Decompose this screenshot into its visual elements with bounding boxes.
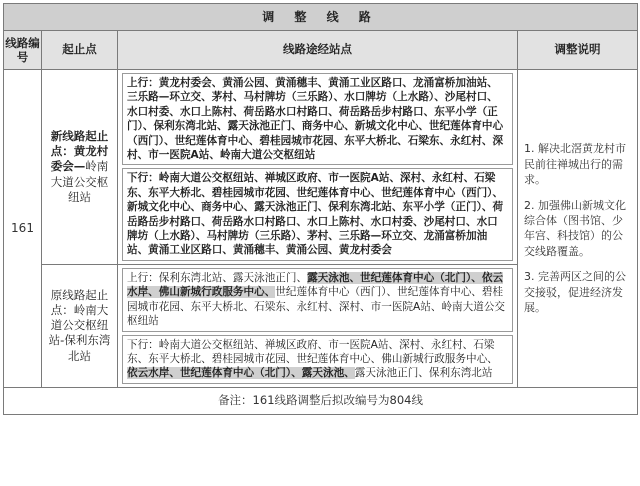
header-notes: 调整说明 [518, 31, 638, 70]
note-item: 2. 加强佛山新城文化综合体（图书馆、少年宫、科技馆）的公交线路覆盖。 [524, 198, 626, 258]
new-line-start-end [42, 70, 118, 265]
route-down-stops: 岭南大道公交枢纽站、禅城区政府、市一医院A站、深村、永红村、石梁东、东平大桥北、碧桂园城市花园、世纪莲体育中心、世纪莲体育中心（西门）、新城文化中心、商务中心、露天泳池正门、保利东湾北站、东平小学（正门）、荷岳路岳步村路口、荷岳路水口村路口、水口上陈村、水口村委、沙尾村口、水口牌坊（上水路）、马村牌坊（三乐路）、茅村、三乐路—环立交、龙涌富桥加油站、黄涌工业区路口、黄涌穗丰、黄涌公园、黄龙村委会 [127, 172, 504, 257]
note-item: 1. 解决北滘黄龙村市民前往禅城出行的需求。 [524, 142, 626, 187]
old-line-ends: 岭南大道公交枢纽站-保利东湾北站 [48, 302, 111, 363]
header-start-end: 起止点 [42, 31, 118, 70]
old-line-route-cell [118, 264, 518, 387]
route-up-stops: 黄龙村委会、黄涌公园、黄涌穗丰、黄涌工业区路口、龙涌富桥加油站、三乐路—环立交、茅村、马村牌坊（三乐路）、水口牌坊（上水路）、沙尾村口、水口村委、水口上陈村、荷岳路水口村路口、荷岳路岳步村路口、东平小学（正门）、保利东湾北站、露天泳池正门、商务中心、新城文化中心、世纪莲体育中心（西门）、世纪莲体育中心、碧桂园城市花园、东平大桥北、石梁东、永红村、深村、市一医院A站、岭南大道公交枢纽站 [127, 77, 504, 162]
old-line-label: 原线路起止点： [50, 287, 109, 317]
header-row [4, 31, 638, 70]
footer-note: 备注：161线路调整后拟改编号为804线 [4, 387, 638, 414]
header-route: 线路途经站点 [118, 31, 518, 70]
new-line-ends-bold: 黄龙村委会— [50, 144, 109, 174]
header-line-no: 线路编号 [4, 31, 42, 70]
old-line-up-route [122, 268, 513, 332]
new-line-row [4, 70, 638, 265]
old-line-start-end [42, 264, 118, 387]
title-row [4, 4, 638, 31]
route-up-label: 上行： [127, 271, 159, 284]
footer-row [4, 387, 638, 414]
table-title: 调 整 线 路 [4, 4, 638, 31]
route-down-highlighted-stops: 依云水岸、世纪莲体育中心（北门）、露天泳池、 [127, 367, 355, 380]
line-number: 161 [4, 70, 42, 388]
route-up-stops-rest: 世纪莲体育中心（西门）、世纪莲体育中心、碧桂园城市花园、东平大桥北、石梁东、永红村、深村、市一医院A站、岭南大道公交枢纽站 [127, 286, 506, 328]
adjustment-notes [518, 70, 638, 388]
route-adjustment-table [3, 3, 638, 415]
new-line-ends-normal: 岭南大道公交枢纽站 [50, 159, 109, 204]
route-up-stops: 保利东湾北站、露天泳池正门、 [158, 271, 308, 284]
note-item: 3. 完善两区之间的公交接驳，促进经济发展。 [524, 270, 626, 314]
route-down-stops: 岭南大道公交枢纽站、禅城区政府、市一医院A站、深村、永红村、石梁东、东平大桥北、碧桂园城市花园、世纪莲体育中心、佛山新城行政服务中心、 [127, 338, 498, 365]
route-down-label: 下行： [127, 338, 159, 351]
route-up-label: 上行： [127, 77, 159, 89]
route-up-highlighted-stops: 露天泳池、世纪莲体育中心（北门）、依云水岸、佛山新城行政服务中心、 [127, 271, 504, 299]
route-down-stops-rest: 露天泳池正门、保利东湾北站 [354, 367, 493, 380]
route-down-label: 下行： [127, 172, 159, 185]
new-line-label: 新线路起止点： [50, 128, 109, 159]
new-line-down-route [122, 168, 513, 260]
new-line-up-route [122, 73, 513, 165]
new-line-route-cell [118, 70, 518, 265]
old-line-down-route [122, 335, 513, 384]
